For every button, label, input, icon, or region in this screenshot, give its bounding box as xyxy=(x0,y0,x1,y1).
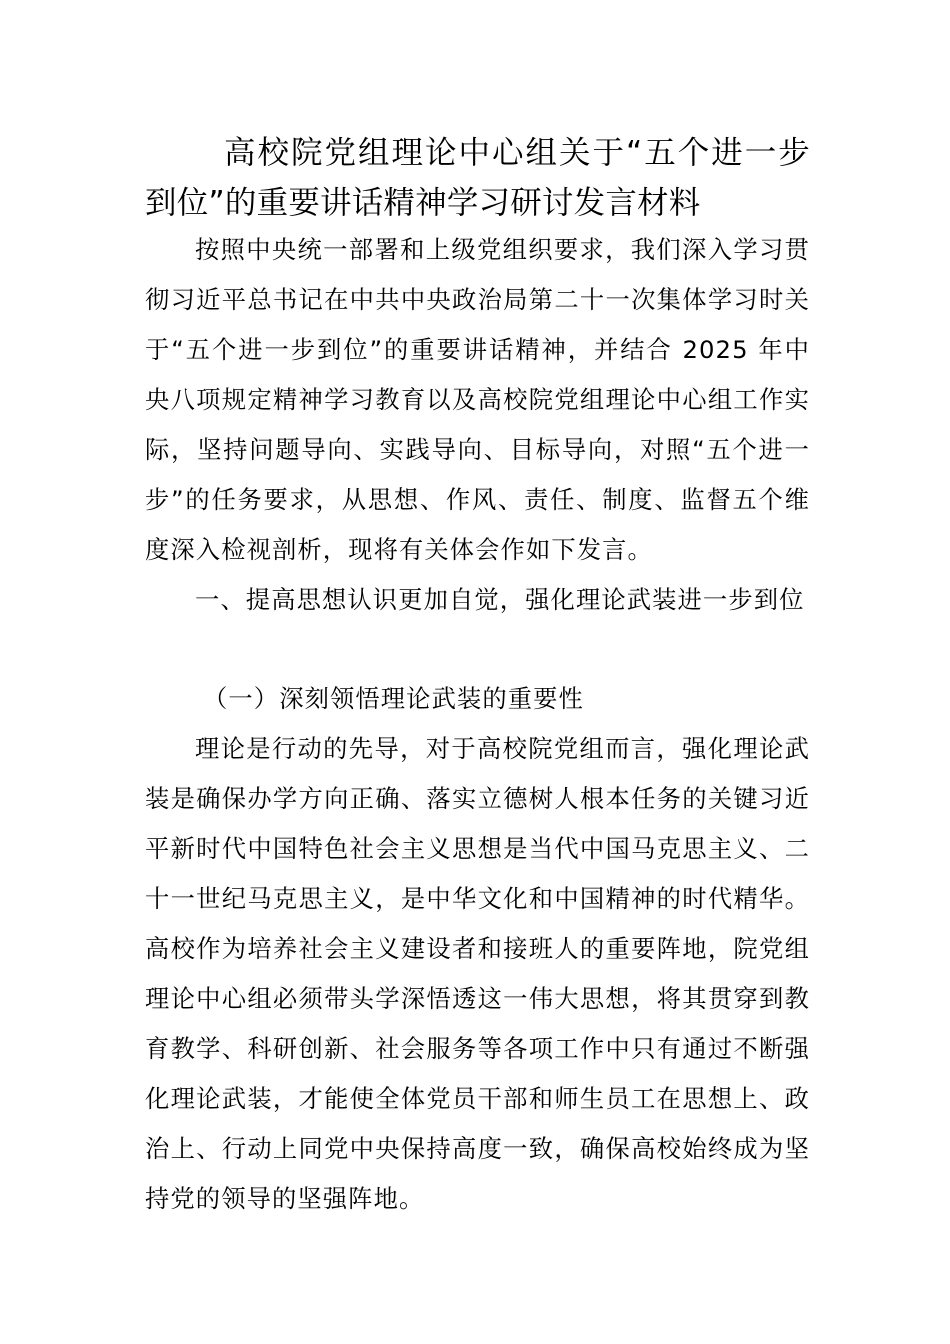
section-heading: 一、提高思想认识更加自觉，强化理论武装进一步到位 xyxy=(195,585,805,614)
body-paragraph: 理论是行动的先导，对于高校院党组而言，强化理论武装是确保办学方向正确、落实立德树人根本任务的关键习近平新时代中国特色社会主义思想是当代中国马克思主义、二十一世纪马克思主义，是中华文化和中国精神的时代精华。高校作为培养社会主义建设者和接班人的重要阵地，院党组理论中心组必须带头学深悟透这一伟大思想，将其贯穿到教育教学、科研创新、社会服务等各项工作中只有通过不断强化理论武装，才能使全体党员干部和师生员工在思想上、政治上、行动上同党中央保持高度一致，确保高校始终成为坚持党的领导的坚强阵地。 xyxy=(145,734,810,1213)
intro-paragraph: 按照中央统一部署和上级党组织要求，我们深入学习贯彻习近平总书记在中共中央政治局第二十一次集体学习时关于“五个进一步到位”的重要讲话精神，并结合 2025 年中央八项规定精神学习教育以及高校院党组理论中心组工作实际，坚持问题导向、实践导向、目标导向，对照“五个进一步”的任务要求，从思想、作风、责任、制度、监督五个维度深入检视剖析，现将有关体会作如下发言。 xyxy=(145,235,810,564)
document-title: 高校院党组理论中心组关于“五个进一步到位”的重要讲话精神学习研讨发言材料 xyxy=(145,135,810,221)
subsection-heading: （一）深刻领悟理论武装的重要性 xyxy=(203,684,584,713)
